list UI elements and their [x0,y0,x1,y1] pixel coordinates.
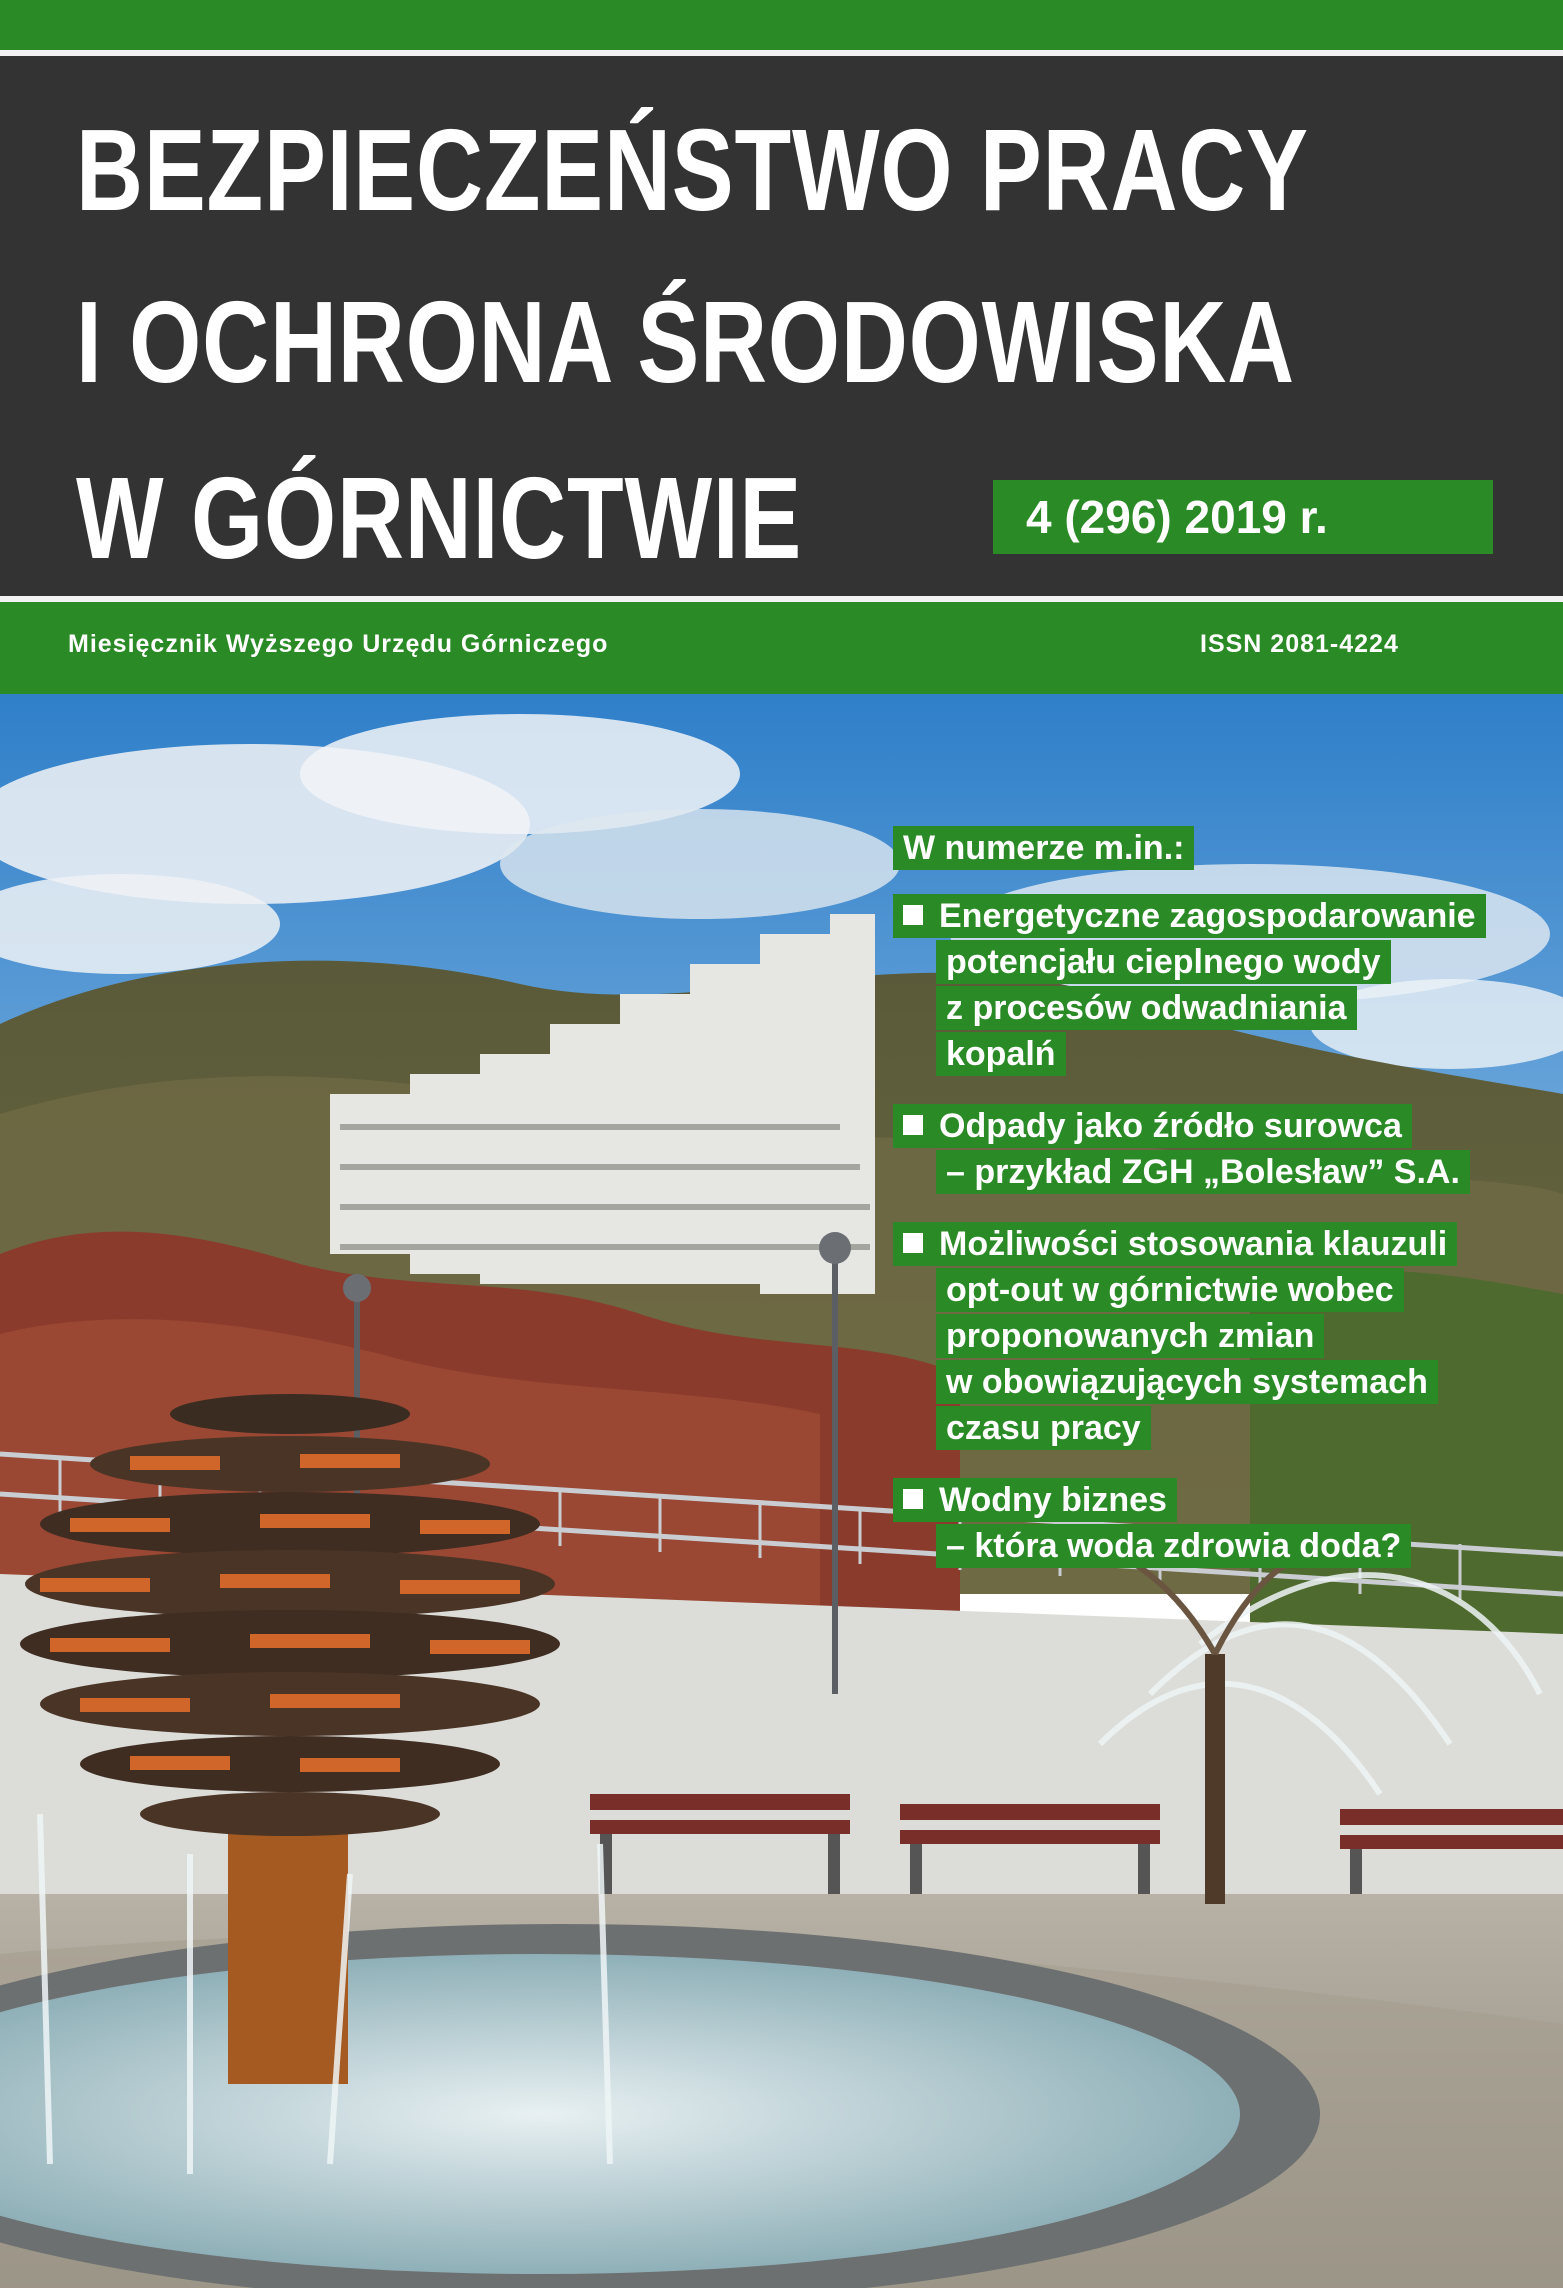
article-3-line-5: czasu pracy [936,1406,1151,1450]
article-2-line-1[interactable]: Odpady jako źródło surowca [893,1104,1412,1148]
article-3-line-2: opt-out w górnictwie wobec [936,1268,1404,1312]
contents-heading: W numerze m.in.: [893,826,1194,870]
article-1-line-3: z procesów odwadniania [936,986,1357,1030]
journal-title-line-3: W GÓRNICTWIE [76,453,803,583]
article-3-line-3: proponowanych zmian [936,1314,1324,1358]
article-1-line-4: kopalń [936,1032,1066,1076]
article-3-line-1[interactable]: Możliwości stosowania klauzuli [893,1222,1457,1266]
journal-title-line-1: BEZPIECZEŃSTWO PRACY [76,105,1309,235]
article-4-line-1[interactable]: Wodny biznes [893,1478,1177,1522]
top-green-bar [0,0,1563,50]
square-bullet-icon [903,1233,923,1253]
article-2-line-2: – przykład ZGH „Bolesław” S.A. [936,1150,1470,1194]
article-1-line-1[interactable]: Energetyczne zagospodarowanie [893,894,1486,938]
article-4-line-2: – która woda zdrowia doda? [936,1524,1411,1568]
issue-number: 4 (296) 2019 r. [1026,491,1328,543]
article-1-line-2: potencjału cieplnego wody [936,940,1391,984]
journal-title-line-2: I OCHRONA ŚRODOWISKA [76,277,1295,407]
article-3-line-4: w obowiązujących systemach [936,1360,1438,1404]
square-bullet-icon [903,905,923,925]
issn-number: ISSN 2081-4224 [1200,630,1399,658]
square-bullet-icon [903,1489,923,1509]
square-bullet-icon [903,1115,923,1135]
publisher-subtitle: Miesięcznik Wyższego Urzędu Górniczego [68,630,609,658]
